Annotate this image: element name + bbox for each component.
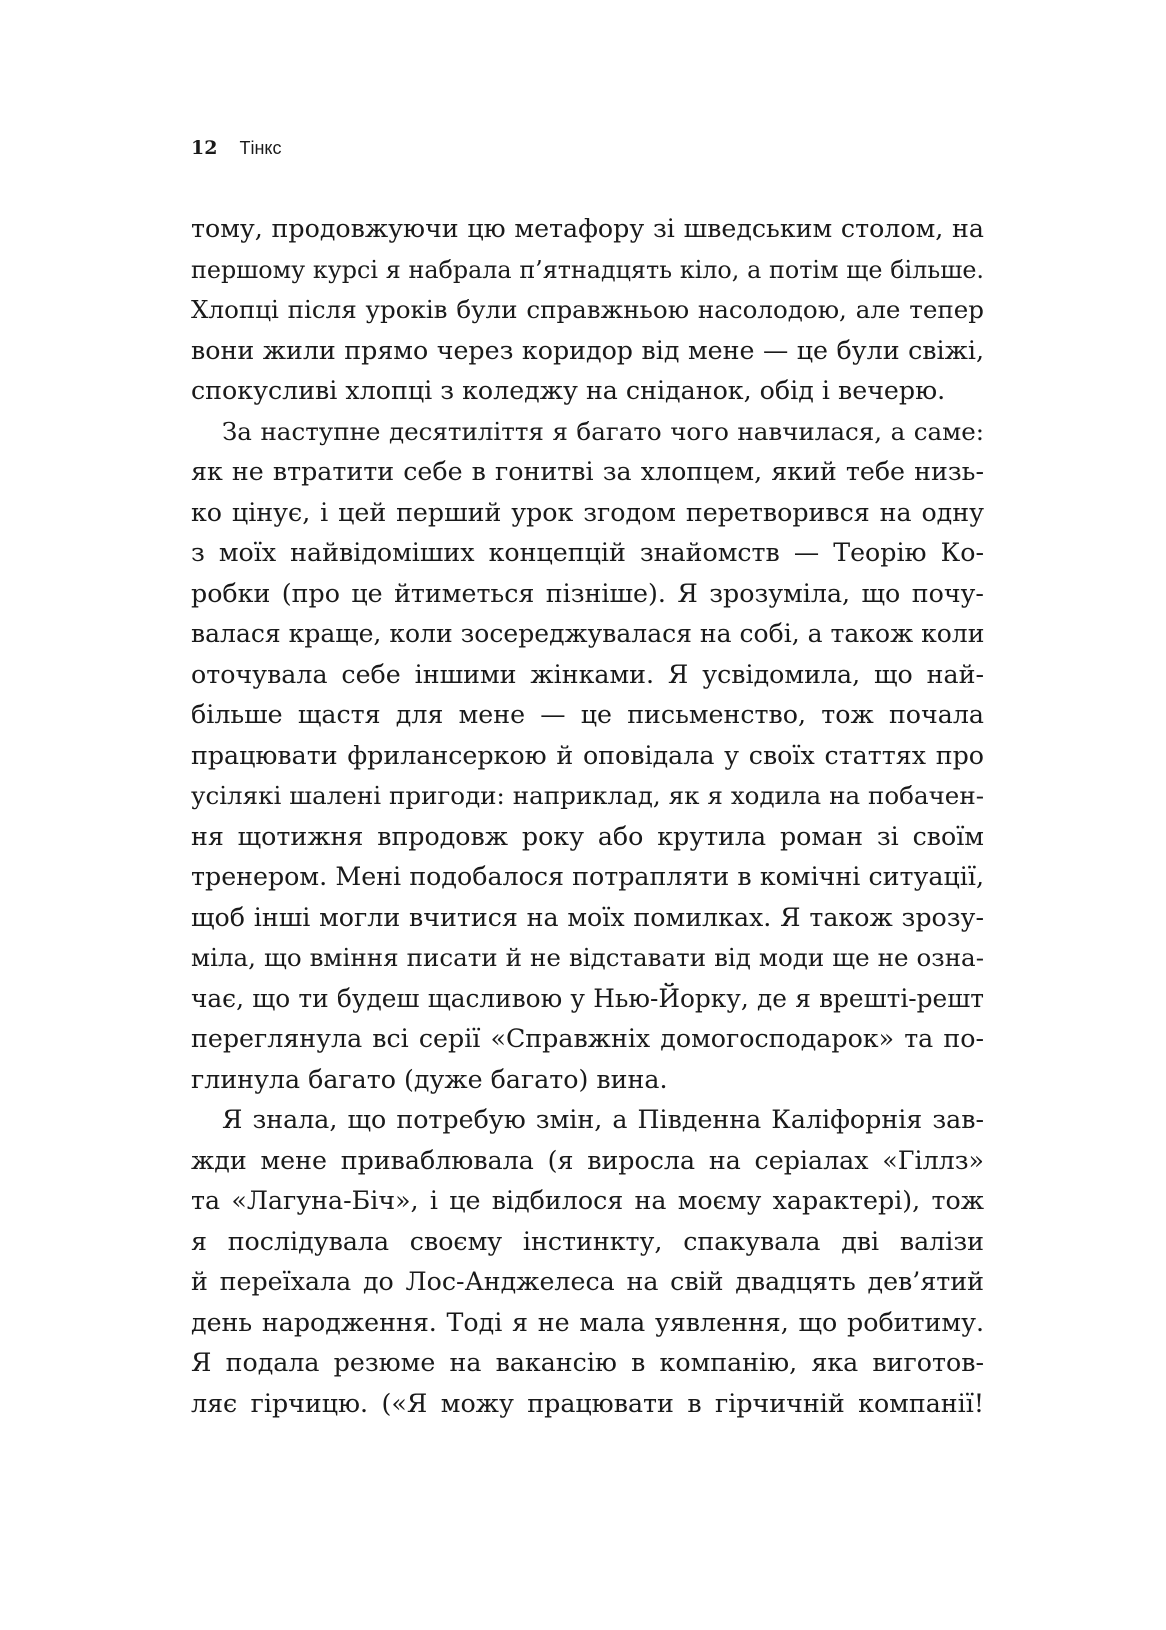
text-line: валася краще, коли зосереджувалася на собі, а також коли [191,619,985,648]
text-line: усілякі шалені пригоди: наприклад, як я ходила на побачен- [191,781,984,810]
text-line: переглянула всі серії «Справжніх домогосподарок» та по- [191,1024,984,1053]
text-line: жди мене приваблювала (я виросла на серіалах «Гіллз» [191,1145,984,1175]
text-line: я послідувала своєму інстинкту, спакувала дві валізи [191,1226,984,1256]
text-line: Я подала резюме на вакансію в компанію, яка виготов- [191,1348,984,1377]
text-line: Хлопці після уроків були справжньою насолодою, але тепер [191,295,984,324]
text-line: вони жили прямо через коридор від мене — це були свіжі, [191,335,984,365]
text-line: більше щастя для мене — це письменство, тож почала [191,700,984,729]
text-line: спокусливі хлопці з коледжу на сніданок, обід і вечерю. [191,376,946,405]
text-line: першому курсі я набрала п’ятнадцять кіло, а потім ще більше. [191,255,984,284]
text-line: За наступне десятиліття я багато чого навчилася, а саме: [222,416,984,446]
text-line: щоб інші могли вчитися на моїх помилках. Я також зрозу- [191,902,984,932]
running-title: Тінкс [239,138,282,158]
text-line: й переїхала до Лос-Анджелеса на свій двадцять дев’ятий [191,1267,984,1296]
text-line: тому, продовжуючи цю метафору зі шведським столом, на [191,214,984,243]
text-line: як не втратити себе в гонитві за хлопцем, який тебе низь- [191,457,984,486]
body-text [191,209,984,1424]
text-line: та «Лагуна-Біч», і це відбилося на моєму характері), тож [191,1186,984,1215]
text-line: міла, що вміння писати й не відставати від моди ще не озна- [191,943,984,972]
text-line: працювати фрилансеркою й оповідала у своїх статтях про [191,740,984,770]
text-line: робки (про це йтиметься пізніше). Я зрозуміла, що почу- [191,578,984,608]
text-line: ня щотижня впродовж року або крутила роман зі своїм [191,821,984,851]
paragraph [191,1100,984,1424]
page-number: 12 [191,137,218,159]
text-line: з моїх найвідоміших концепцій знайомств — Теорію Ко- [191,538,984,567]
text-line: ляє гірчицю. («Я можу працювати в гірчичній компанії! [191,1388,984,1418]
text-line: тренером. Мені подобалося потрапляти в комічні ситуації, [191,862,984,891]
text-line: ко цінує, і цей перший урок згодом перетворився на одну [191,497,984,527]
text-line: глинула багато (дуже багато) вина. [191,1064,668,1094]
paragraph [191,209,984,412]
paragraph [191,412,984,1101]
text-line: оточувала себе іншими жінками. Я усвідомила, що най- [191,659,984,689]
text-line: день народження. Тоді я не мала уявлення, що робитиму. [191,1307,984,1337]
text-line: Я знала, що потребую змін, а Південна Каліфорнія зав- [222,1105,984,1134]
text-line: чає, що ти будеш щасливою у Нью-Йорку, де я врешті-решт [191,983,984,1013]
running-head [191,136,282,160]
